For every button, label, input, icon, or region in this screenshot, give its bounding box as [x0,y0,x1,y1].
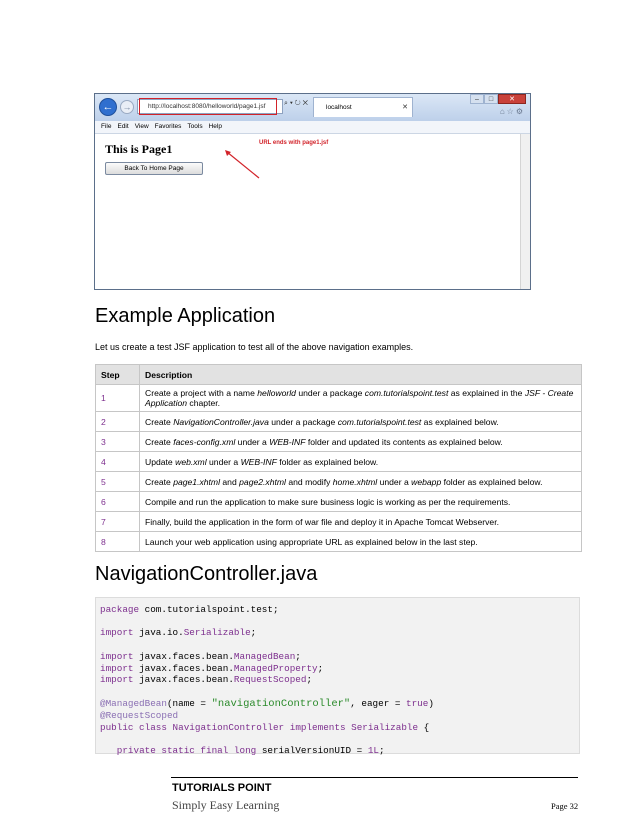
menu-edit[interactable]: Edit [117,123,129,130]
browser-screenshot [94,93,531,290]
table-row [96,512,582,532]
step-number: 4 [96,452,140,472]
table-row [96,492,582,512]
favorites-star-icon[interactable]: ☆ [506,107,516,116]
menu-help[interactable]: Help [208,123,222,130]
minimize-icon[interactable]: – [470,94,484,104]
menu-favorites[interactable]: Favorites [154,123,182,130]
menu-tools[interactable]: Tools [187,123,203,130]
browser-titlebar [95,94,530,122]
table-row [96,472,582,492]
table-row [96,432,582,452]
menu-view[interactable]: View [134,123,149,130]
url-annotation: URL ends with page1.jsf [259,140,329,146]
address-bar[interactable]: http://localhost:8080/helloworld/page1.jsf [137,99,283,114]
tab-close-icon[interactable]: ✕ [402,104,408,111]
footer-divider [171,777,578,778]
intro-paragraph: Let us create a test JSF application to test all of the above navigation examples. [95,342,414,352]
header-step: Step [96,365,140,385]
step-description: Create page1.xhtml and page2.xhtml and modify home.xhtml under a webapp folder as explained below. [140,472,582,492]
step-description: Create a project with a name helloworld under a package com.tutorialspoint.test as explained in the JSF - Create Application chapter. [140,385,582,412]
window-controls [470,94,526,104]
section-heading-navigation-controller: NavigationController.java [95,563,318,585]
step-number: 1 [96,385,140,412]
footer-tagline: Simply Easy Learning [172,798,280,812]
step-number: 7 [96,512,140,532]
step-number: 5 [96,472,140,492]
table-row [96,412,582,432]
page-number: Page 32 [551,801,579,811]
step-description: Launch your web application using appropriate URL as explained below in the last step. [140,532,582,552]
step-description: Create NavigationController.java under a package com.tutorialspoint.test as explained below. [140,412,582,432]
home-icon[interactable]: ⌂ [499,107,507,116]
table-row [96,385,582,412]
vertical-scrollbar[interactable] [520,134,530,289]
menu-file[interactable]: File [101,123,112,130]
back-arrow-icon[interactable]: ← [99,98,117,116]
table-row [96,452,582,472]
address-highlight-box [139,98,277,115]
browser-tab[interactable] [313,97,413,117]
step-description: Update web.xml under a WEB-INF folder as explained below. [140,452,582,472]
code-block: package com.tutorialspoint.test; import java.io.Serializable; import javax.faces.bean.ManagedBean; import javax.faces.bean.ManagedProperty; import javax.faces.bean.RequestScoped; @ManagedBean(name = "navigationController", eager = true) @RequestScoped public class NavigationController implements Serializable { private static final long serialVersionUID = 1L; [95,597,580,754]
step-description: Create faces-config.xml under a WEB-INF folder and updated its contents as explained below. [140,432,582,452]
table-header-row [96,365,582,385]
step-number: 2 [96,412,140,432]
page1-title: This is Page1 [105,142,173,156]
tab-title: localhost [326,104,352,111]
footer-brand: TUTORIALS POINT [172,782,272,794]
browser-content [95,134,521,289]
annotation-arrow-icon [223,150,263,182]
steps-table [95,364,582,552]
section-heading-example-application: Example Application [95,305,276,327]
step-number: 8 [96,532,140,552]
step-number: 3 [96,432,140,452]
gear-icon[interactable]: ⚙ [515,107,525,116]
address-controls[interactable]: ⌕ ▾ ↻ ✕ [284,100,308,107]
maximize-icon[interactable]: □ [484,94,498,104]
step-number: 6 [96,492,140,512]
back-to-home-button[interactable]: Back To Home Page [105,162,203,175]
table-row [96,532,582,552]
step-description: Finally, build the application in the form of war file and deploy it in Apache Tomcat Webserver. [140,512,582,532]
browser-menubar [95,121,530,134]
toolbar-icons [500,107,525,116]
step-description: Compile and run the application to make sure business logic is working as per the requirements. [140,492,582,512]
forward-arrow-icon[interactable]: → [120,100,134,114]
steps-table-body [96,385,582,552]
header-description: Description [140,365,582,385]
window-close-icon[interactable]: ✕ [498,94,526,104]
